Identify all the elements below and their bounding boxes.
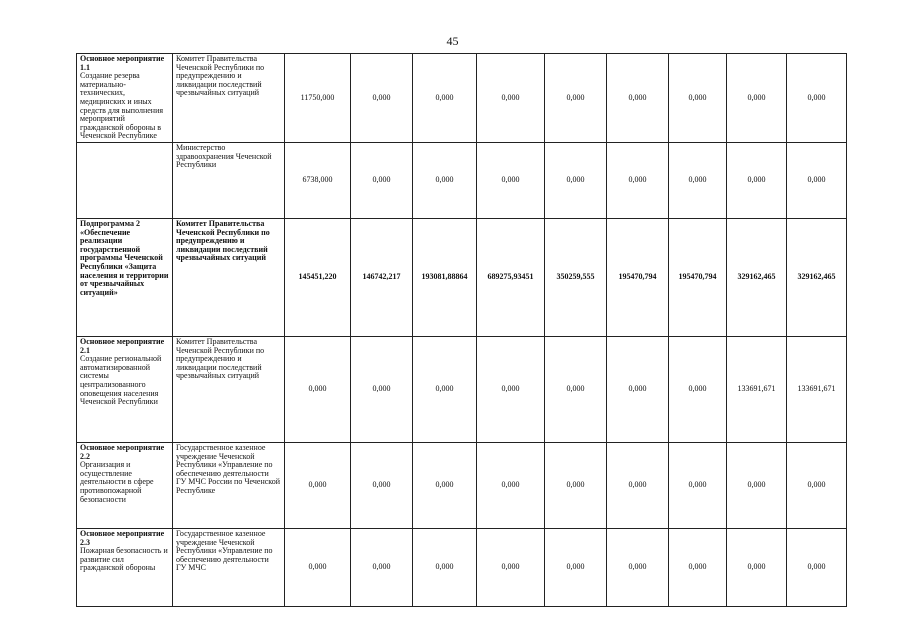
measure-description: Пожарная безопасность и развитие сил гражданской обороны <box>80 546 168 573</box>
value-cell: 0,000 <box>727 442 787 528</box>
value-cell: 0,000 <box>545 142 607 218</box>
value-cell: 193081,88864 <box>413 218 477 336</box>
value-cell: 0,000 <box>477 528 545 606</box>
executor-cell <box>173 336 285 442</box>
value-cell: 0,000 <box>351 142 413 218</box>
value-cell: 0,000 <box>787 54 847 143</box>
value-cell: 0,000 <box>477 142 545 218</box>
measure-description: Организация и осуществление деятельности в сфере противопожарной безопасности <box>80 460 154 504</box>
value-cell: 0,000 <box>477 336 545 442</box>
table-row <box>77 54 847 143</box>
measure-cell <box>77 442 173 528</box>
value-cell: 0,000 <box>545 336 607 442</box>
value-cell: 0,000 <box>351 442 413 528</box>
value-cell: 0,000 <box>727 54 787 143</box>
executor-text: Государственное казенное учреждение Чеченской Республики «Управление по обеспечению деятельности ГУ МЧС России по Чеченской Республике <box>176 442 281 495</box>
executor-text: Комитет Правительства Чеченской Республики по предупреждению и ликвидации последствий чрезвычайных ситуаций <box>176 336 265 381</box>
value-cell: 0,000 <box>669 142 727 218</box>
value-cell: 0,000 <box>285 442 351 528</box>
executor-cell <box>173 218 285 336</box>
value-cell: 329162,465 <box>787 218 847 336</box>
value-cell: 0,000 <box>787 142 847 218</box>
table-row <box>77 528 847 606</box>
value-cell: 133691,671 <box>727 336 787 442</box>
value-cell: 0,000 <box>351 336 413 442</box>
measure-description: Создание резерва материально-технических, медицинских и иных средств для выполнения мероприятий гражданской обороны в Чеченской Республике <box>80 71 164 141</box>
value-cell: 0,000 <box>545 528 607 606</box>
value-cell: 0,000 <box>413 528 477 606</box>
value-cell: 689275,93451 <box>477 218 545 336</box>
value-cell: 6738,000 <box>285 142 351 218</box>
value-cell: 0,000 <box>477 54 545 143</box>
value-cell: 0,000 <box>607 336 669 442</box>
measure-cell <box>77 528 173 606</box>
value-cell: 0,000 <box>607 142 669 218</box>
value-cell: 0,000 <box>669 336 727 442</box>
measure-title: Основное мероприятие 1.1 <box>80 54 165 72</box>
value-cell: 350259,555 <box>545 218 607 336</box>
value-cell: 0,000 <box>413 142 477 218</box>
value-cell: 195470,794 <box>607 218 669 336</box>
value-cell: 195470,794 <box>669 218 727 336</box>
measure-title: Основное мероприятие 2.2 <box>80 442 165 461</box>
value-cell: 0,000 <box>413 442 477 528</box>
measure-cell <box>77 142 173 218</box>
executor-cell <box>173 54 285 143</box>
value-cell: 0,000 <box>413 336 477 442</box>
value-cell: 0,000 <box>787 442 847 528</box>
value-cell: 0,000 <box>285 528 351 606</box>
measure-cell <box>77 218 173 336</box>
value-cell: 0,000 <box>607 54 669 143</box>
value-cell: 329162,465 <box>727 218 787 336</box>
table-row <box>77 218 847 336</box>
value-cell: 145451,220 <box>285 218 351 336</box>
value-cell: 0,000 <box>669 54 727 143</box>
value-cell: 0,000 <box>607 442 669 528</box>
value-cell: 0,000 <box>607 528 669 606</box>
value-cell: 0,000 <box>545 54 607 143</box>
table-row <box>77 142 847 218</box>
executor-text: Министерство здравоохранения Чеченской Республики <box>176 142 272 170</box>
value-cell: 0,000 <box>413 54 477 143</box>
value-cell: 0,000 <box>669 528 727 606</box>
executor-text: Комитет Правительства Чеченской Республики по предупреждению и ликвидации последствий чрезвычайных ситуаций <box>176 218 270 263</box>
measure-cell <box>77 336 173 442</box>
value-cell: 0,000 <box>351 528 413 606</box>
value-cell: 0,000 <box>545 442 607 528</box>
page-number: 45 <box>446 34 459 48</box>
table-row <box>77 336 847 442</box>
measure-title: Основное мероприятие 2.3 <box>80 528 165 547</box>
value-cell: 0,000 <box>285 336 351 442</box>
value-cell: 0,000 <box>787 528 847 606</box>
value-cell: 146742,217 <box>351 218 413 336</box>
executor-text: Комитет Правительства Чеченской Республики по предупреждению и ликвидации последствий чрезвычайных ситуаций <box>176 54 265 98</box>
measure-title: Основное мероприятие 2.1 <box>80 336 165 355</box>
value-cell: 133691,671 <box>787 336 847 442</box>
table-row <box>77 442 847 528</box>
measure-title: Подпрограмма 2 «Обеспечение реализации государственной программы Чеченской Республики «Защита населения и территории от чрезвычайных ситуаций» <box>80 218 169 297</box>
executor-cell <box>173 528 285 606</box>
value-cell: 11750,000 <box>285 54 351 143</box>
executor-text: Государственное казенное учреждение Чеченской Республики «Управление по обеспечению деятельности ГУ МЧС <box>176 528 273 573</box>
value-cell: 0,000 <box>727 528 787 606</box>
executor-cell <box>173 442 285 528</box>
value-cell: 0,000 <box>669 442 727 528</box>
measure-description: Создание региональной автоматизированной системы централизованного оповещения населения Чеченской Республики <box>80 354 162 407</box>
value-cell: 0,000 <box>477 442 545 528</box>
value-cell: 0,000 <box>351 54 413 143</box>
executor-cell <box>173 142 285 218</box>
value-cell: 0,000 <box>727 142 787 218</box>
measure-cell <box>77 54 173 143</box>
budget-table <box>76 53 847 607</box>
